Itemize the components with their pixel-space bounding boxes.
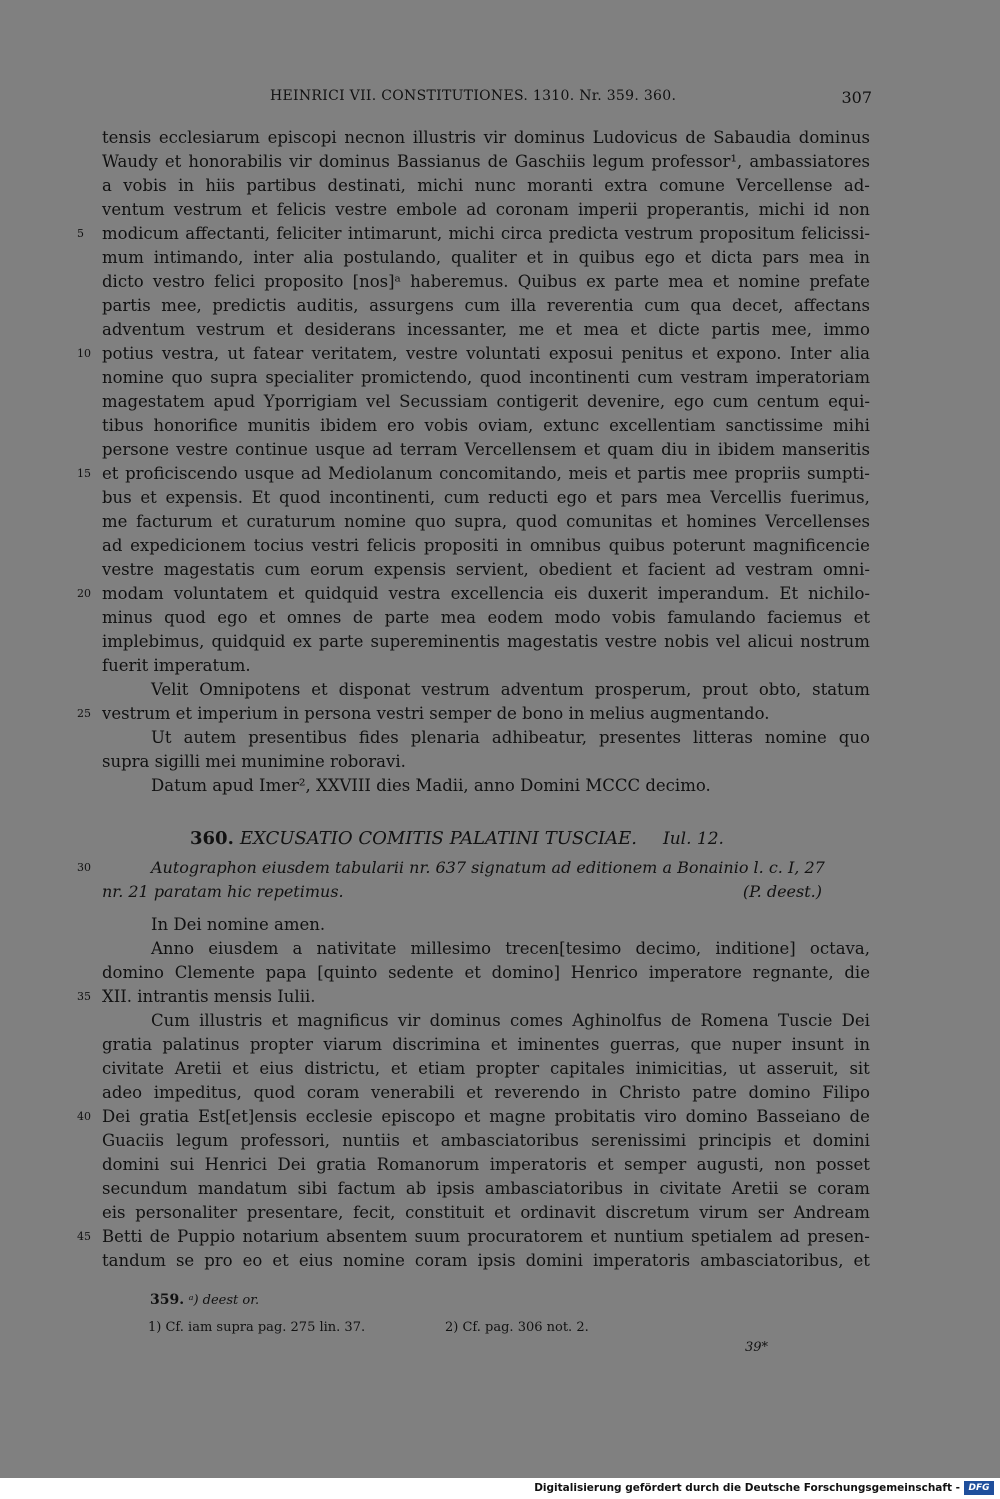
line-number: 35 — [77, 990, 91, 1003]
text-line: In Dei nomine amen. — [151, 915, 326, 934]
text-line: persone vestre continue usque ad terram Vercellensem et quam diu in ibidem manseritis — [102, 440, 870, 459]
text-line: minus quod ego et omnes de parte mea eodem modo vobis famulando faciemus et — [102, 608, 870, 627]
text-line: vestre magestatis cum eorum expensis servient, obedient et facient ad vestram omni- — [102, 560, 870, 579]
text-line: partis mee, predictis auditis, assurgens cum illa reverentia cum qua decet, affectans — [102, 296, 870, 315]
footnote-2: 2) Cf. pag. 306 not. 2. — [445, 1320, 589, 1335]
document-360-heading — [190, 828, 724, 849]
text-line: eis personaliter presentare, fecit, constituit et ordinavit discretum virum ser Andream — [102, 1203, 870, 1222]
text-line: mum intimando, inter alia postulando, qualiter et in quibus ego et dicta pars mea in — [102, 248, 870, 267]
text-line: Guaciis legum professori, nuntiis et ambasciatoribus serenissimi principis et domini — [102, 1131, 870, 1150]
text-line: secundum mandatum sibi factum ab ipsis ambasciatoribus in civitate Aretii se coram — [102, 1179, 870, 1198]
line-number: 30 — [77, 861, 91, 874]
text-line: ventum vestrum et felicis vestre embole ad coronam imperii properantis, michi id non — [102, 200, 870, 219]
text-line: Betti de Puppio notarium absentem suum procuratorem et nuntium spetialem ad presen- — [102, 1227, 870, 1246]
document-title: EXCUSATIO COMITIS PALATINI TUSCIAE. — [239, 828, 637, 849]
text-line: XII. intrantis mensis Iulii. — [102, 987, 316, 1006]
header-title: HEINRICI VII. CONSTITUTIONES. 1310. Nr. 359. 360. — [270, 88, 677, 104]
text-line: a vobis in hiis partibus destinati, michi nunc moranti extra comune Vercellense ad- — [102, 176, 870, 195]
text-line: Velit Omnipotens et disponat vestrum adventum prosperum, prout obto, statum — [151, 680, 870, 699]
text-line: gratia palatinus propter viarum discrimina et iminentes guerras, que nuper insunt in — [102, 1035, 870, 1054]
text-line: Datum apud Imer², XXVIII dies Madii, anno Domini MCCC decimo. — [151, 776, 711, 795]
line-number: 10 — [77, 347, 91, 360]
text-line: vestrum et imperium in persona vestri semper de bono in melius augmentando. — [102, 704, 770, 723]
signature-mark: 39* — [745, 1340, 769, 1355]
text-line: supra sigilli mei munimine roboravi. — [102, 752, 406, 771]
text-line: nomine quo supra specialiter promictendo, quod incontinenti cum vestram imperatoriam — [102, 368, 870, 387]
text-line: Cum illustris et magnificus vir dominus comes Aghinolfus de Romena Tuscie Dei — [151, 1011, 870, 1030]
document-number: 360. — [190, 828, 234, 849]
source-note-line — [102, 880, 822, 904]
text-line: domino Clemente papa [quinto sedente et domino] Henrico imperatore regnante, die — [102, 963, 870, 982]
text-line: me facturum et curaturum nomine quo supra, quod comunitas et homines Vercellenses — [102, 512, 870, 531]
line-number: 25 — [77, 707, 91, 720]
text-line: ad expedicionem tocius vestri felicis propositi in omnibus quibus poterunt magnificencie — [102, 536, 870, 555]
note-document-number: 359. — [150, 1292, 185, 1308]
funding-text: Digitalisierung gefördert durch die Deutsche Forschungsgemeinschaft - — [534, 1482, 960, 1494]
text-line: fuerit imperatum. — [102, 656, 251, 675]
critical-note — [150, 1292, 259, 1308]
text-line: modicum affectanti, feliciter intimarunt, michi circa predicta vestrum propositum felicissi- — [102, 224, 870, 243]
text-line: implebimus, quidquid ex parte supereminentis magestatis vestre nobis vel alicui nostrum — [102, 632, 870, 651]
text-line: adeo impeditus, quod coram venerabili et reverendo in Christo patre domino Filipo — [102, 1083, 870, 1102]
text-line: Waudy et honorabilis vir dominus Bassianus de Gaschiis legum professor¹, ambassiatores — [102, 152, 870, 171]
text-line: Dei gratia Est[et]ensis ecclesie episcopo et magne probitatis viro domino Basseiano de — [102, 1107, 870, 1126]
source-note-edition: (P. deest.) — [742, 882, 822, 901]
text-line: dicto vestro felici proposito [nos]ᵃ haberemus. Quibus ex parte mea et nomine prefate — [102, 272, 870, 291]
line-number: 5 — [77, 227, 84, 240]
text-line: domini sui Henrici Dei gratia Romanorum imperatoris et semper augusti, non posset — [102, 1155, 870, 1174]
line-number: 45 — [77, 1230, 91, 1243]
line-number: 40 — [77, 1110, 91, 1123]
source-note-line: Autographon eiusdem tabularii nr. 637 signatum ad editionem a Bonainio l. c. I, 27 — [151, 858, 825, 877]
text-line: et proficiscendo usque ad Mediolanum concomitando, meis et partis mee propriis sumpti- — [102, 464, 870, 483]
note-text: ᵃ) deest or. — [188, 1293, 260, 1308]
text-line: civitate Aretii et eius districtu, et etiam propter capitales inimicitias, ut asseruit, sit — [102, 1059, 870, 1078]
document-date: Iul. 12. — [662, 829, 724, 849]
text-line: adventum vestrum et desiderans incessanter, me et mea et dicte partis mee, immo — [102, 320, 870, 339]
text-line: tibus honorifice munitis ibidem ero vobis oviam, extunc excellentiam sanctissime mihi — [102, 416, 870, 435]
text-line: bus et expensis. Et quod incontinenti, cum reducti ego et pars mea Vercellis fuerimus, — [102, 488, 870, 507]
text-line: Anno eiusdem a nativitate millesimo trecen[tesimo decimo, inditione] octava, — [151, 939, 870, 958]
text-line: tandum se pro eo et eius nomine coram ipsis domini imperatoris ambasciatoribus, et — [102, 1251, 870, 1270]
text-line: Ut autem presentibus fides plenaria adhibeatur, presentes litteras nomine quo — [151, 728, 870, 747]
page-number: 307 — [841, 88, 872, 107]
line-number: 15 — [77, 467, 91, 480]
dfg-logo: DFG — [964, 1481, 994, 1495]
text-line: tensis ecclesiarum episcopi necnon illustris vir dominus Ludovicus de Sabaudia dominus — [102, 128, 870, 147]
source-note-text: nr. 21 paratam hic repetimus. — [102, 882, 344, 901]
text-line: modam voluntatem et quidquid vestra excellencia eis duxerit imperandum. Et nichilo- — [102, 584, 870, 603]
footnote-1: 1) Cf. iam supra pag. 275 lin. 37. — [148, 1320, 366, 1335]
text-line: magestatem apud Yporrigiam vel Secussiam contigerit devenire, ego cum centum equi- — [102, 392, 870, 411]
funding-banner — [0, 1478, 1000, 1499]
running-header — [100, 88, 872, 112]
text-line: potius vestra, ut fatear veritatem, vestre voluntati exposui penitus et expono. Inter alia — [102, 344, 870, 363]
line-number: 20 — [77, 587, 91, 600]
